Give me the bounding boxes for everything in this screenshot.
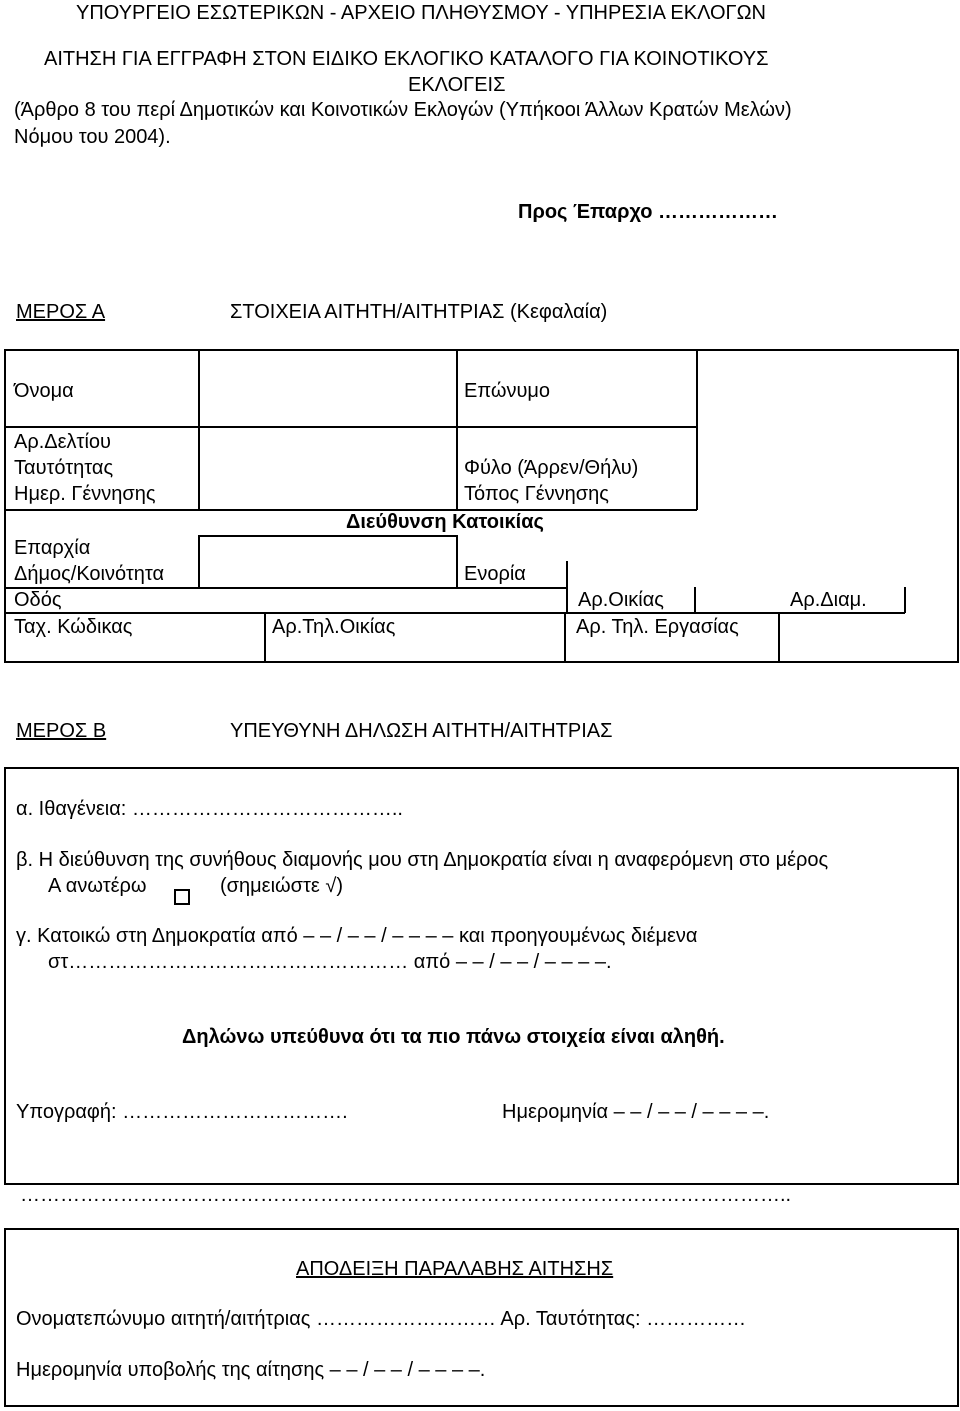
declaration-statement: Δηλώνω υπεύθυνα ότι τα πιο πάνω στοιχεία είναι αληθή. <box>182 1026 725 1048</box>
label-apartment-no: Αρ.Διαμ. <box>790 589 867 611</box>
col-divider <box>778 612 780 663</box>
item-c-previous-residence: στ…………………………………………… από ‒ ‒ / ‒ ‒ / ‒ ‒ ‒ ‒. <box>48 951 612 973</box>
col-divider <box>904 587 906 613</box>
col-divider <box>564 612 566 663</box>
col-divider <box>566 561 568 613</box>
item-c-residence-since: γ. Κατοικώ στη Δημοκρατία από ‒ ‒ / ‒ ‒ / ‒ ‒ ‒ ‒ και προηγουμένως διέμενα <box>16 925 698 947</box>
col-divider <box>198 535 200 588</box>
label-surname: Επώνυμο <box>464 380 551 402</box>
col-divider <box>456 535 458 588</box>
label-parish: Ενορία <box>464 563 526 585</box>
label-first-name: Όνομα <box>14 380 74 402</box>
recipient: Προς Έπαρχο ……………… <box>518 201 779 223</box>
label-id-number-cont: Ταυτότητας <box>14 457 114 479</box>
part-a-heading: ΣΤΟΙΧΕΙΑ ΑΙΤΗΤΗ/ΑΙΤΗΤΡΙΑΣ (Κεφαλαία) <box>230 301 608 323</box>
col-divider <box>264 612 266 663</box>
date-field: Ημερομηνία ‒ ‒ / ‒ ‒ / ‒ ‒ ‒ ‒. <box>502 1101 770 1123</box>
form-title-line2: ΕΚΛΟΓΕΙΣ <box>408 74 506 96</box>
col-divider <box>696 349 698 510</box>
ministry-header: ΥΠΟΥΡΓΕΙΟ ΕΣΩΤΕΡΙΚΩΝ - ΑΡΧΕΙΟ ΠΛΗΘΥΣΜΟΥ - ΥΠΗΡΕΣΙΑ ΕΚΛΟΓΩΝ <box>76 2 766 24</box>
item-b-residence-cont: Α ανωτέρω <box>48 875 147 897</box>
receipt-submission-date: Ημερομηνία υποβολής της αίτησης ‒ ‒ / ‒ ‒ / ‒ ‒ ‒ ‒. <box>16 1359 486 1381</box>
label-birth-place: Τόπος Γέννησης <box>464 483 609 505</box>
label-work-phone: Αρ. Τηλ. Εργασίας <box>576 616 739 638</box>
label-id-number: Αρ.Δελτίου <box>14 431 111 453</box>
form-title-line1: ΑΙΤΗΣΗ ΓΙΑ ΕΓΓΡΑΦΗ ΣΤΟΝ ΕΙΔΙΚΟ ΕΚΛΟΓΙΚΟ ΚΑΤΑΛΟΓΟ ΓΙΑ ΚΟΙΝΟΤΙΚΟΥΣ <box>44 48 769 70</box>
address-heading: Διεύθυνση Κατοικίας <box>346 511 544 533</box>
part-b-label: ΜΕΡΟΣ Β <box>16 720 107 742</box>
label-district: Επαρχία <box>14 537 91 559</box>
item-b-check-note: (σημειώστε √) <box>220 875 343 897</box>
col-divider <box>694 587 696 613</box>
row-divider <box>198 535 458 537</box>
cut-line: …………………………………………………………………………………………………….. <box>20 1184 792 1206</box>
row-divider <box>4 612 905 614</box>
part-a-label: ΜΕΡΟΣ Α <box>16 301 106 323</box>
item-b-residence: β. Η διεύθυνση της συνήθους διαμονής μου στη Δημοκρατία είναι η αναφερόμενη στο μέρος <box>16 849 829 871</box>
label-sex: Φύλο (Άρρεν/Θήλυ) <box>464 457 639 479</box>
signature-field: Υπογραφή: ……………………………. <box>16 1101 348 1123</box>
label-municipality: Δήμος/Κοινότητα <box>14 563 165 585</box>
receipt-applicant: Ονοματεπώνυμο αιτητή/αιτήτριας ……………………… Αρ. Ταυτότητας: …………… <box>16 1308 747 1330</box>
law-reference-line2: Νόμου του 2004). <box>14 126 171 148</box>
part-b-heading: ΥΠΕΥΘΥΝΗ ΔΗΛΩΣΗ ΑΙΤΗΤΗ/ΑΙΤΗΤΡΙΑΣ <box>230 720 613 742</box>
label-house-no: Αρ.Οικίας <box>578 589 664 611</box>
same-address-checkbox[interactable] <box>174 889 190 905</box>
receipt-title: ΑΠΟΔΕΙΞΗ ΠΑΡΑΛΑΒΗΣ ΑΙΤΗΣΗΣ <box>296 1258 614 1280</box>
law-reference-line1: (Άρθρο 8 του περί Δημοτικών και Κοινοτικών Εκλογών (Υπήκοοι Άλλων Κρατών Μελών) <box>14 99 792 121</box>
label-home-phone: Αρ.Τηλ.Οικίας <box>272 616 396 638</box>
col-divider <box>198 349 200 510</box>
label-birth-date: Ημερ. Γέννησης <box>14 483 156 505</box>
row-divider <box>4 587 567 589</box>
col-divider <box>456 349 458 510</box>
row-divider <box>4 426 697 428</box>
label-street: Οδός <box>14 589 62 611</box>
label-postal-code: Ταχ. Κώδικας <box>14 616 133 638</box>
item-a-citizenship: α. Ιθαγένεια: ………………………………….. <box>16 798 403 820</box>
